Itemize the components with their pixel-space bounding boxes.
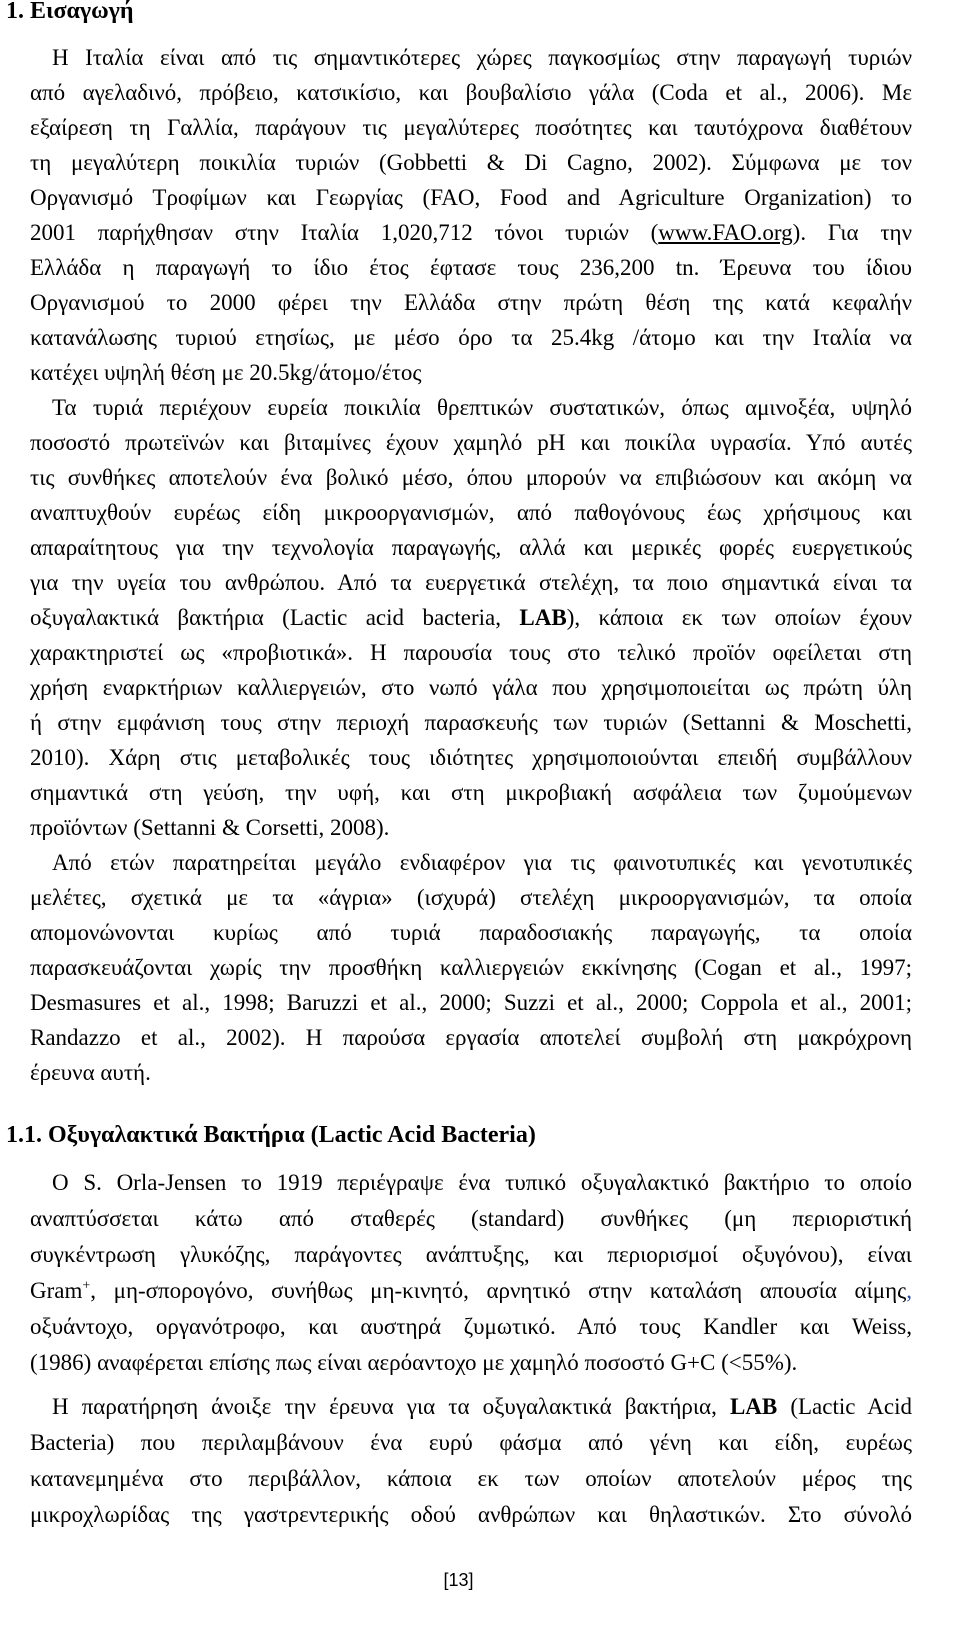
text-line <box>30 1273 912 1309</box>
text-segment: οξυγαλακτικά βακτήρια (Lactic acid bacteria, <box>30 605 520 630</box>
superscript-plus: + <box>82 1278 91 1294</box>
fao-link[interactable]: www.FAO.org <box>658 220 793 245</box>
text-line: κατανεμημένα στο περιβάλλον, κάποια εκ των οποίων αποτελούν μέρος της <box>30 1466 912 1491</box>
text-segment: , <box>906 1278 912 1303</box>
bold-term: LAB <box>519 605 567 630</box>
text-segment: ), κάποια εκ των οποίων έχουν <box>566 605 912 630</box>
text-line: κατανάλωσης τυριού ετησίως, με μέσο όρο τα 25.4kg /άτομο και την Ιταλία να <box>30 325 912 350</box>
text-line: οξυάντοχο, οργανότροφο, και αυστηρά ζυμωτικό. Από τους Kandler και Weiss, <box>30 1314 912 1339</box>
text-segment: ). Για την <box>792 220 912 245</box>
paragraph-italy-production <box>30 40 912 390</box>
text-line: έρευνα αυτή. <box>30 1060 151 1085</box>
text-line: κατέχει υψηλή θέση με 20.5kg/άτομο/έτος <box>30 360 422 385</box>
text-line: αναπτυχθούν ευρέως είδη μικροοργανισμών, από παθογόνους έως χρήσιμους και <box>30 500 912 525</box>
text-line: Ελλάδα η παραγωγή το ίδιο έτος έφτασε τους 236,200 tn. Έρευνα του ίδιου <box>30 255 912 280</box>
text-line: μικροχλωρίδας της γαστρεντερικής οδού ανθρώπων και θηλαστικών. Στο σύνολό <box>30 1502 912 1527</box>
text-line: Από ετών παρατηρείται μεγάλο ενδιαφέρον για τις φαινοτυπικές και γενοτυπικές <box>52 850 912 875</box>
text-line: από αγελαδινό, πρόβειο, κατσικίσιο, και βουβαλίσιο γάλα (Coda et al., 2006). Με <box>30 80 912 105</box>
text-line: ποσοστό πρωτεϊνών και βιταμίνες έχουν χαμηλό pH και ποικίλα υγρασία. Υπό αυτές <box>30 430 912 455</box>
text-line: 2010). Χάρη στις μεταβολικές τους ιδιότητες χρησιμοποιούνται επειδή συμβάλλουν <box>30 745 912 770</box>
text-line: Ο S. Orla-Jensen το 1919 περιέγραψε ένα τυπικό οξυγαλακτικό βακτήριο το οποίο <box>52 1170 912 1195</box>
text-line: Οργανισμού το 2000 φέρει την Ελλάδα στην πρώτη θέση της κατά κεφαλήν <box>30 290 912 315</box>
text-line: ή στην εμφάνιση τους στην περιοχή παρασκευής των τυριών (Settanni & Moschetti, <box>30 710 912 735</box>
text-line: χρήση εναρκτήριων καλλιεργειών, στο νωπό γάλα που χρησιμοποιείται ως πρώτη ύλη <box>30 675 912 700</box>
text-line: αναπτύσσεται κάτω από σταθερές (standard) συνθήκες (μη περιοριστική <box>30 1206 912 1231</box>
bold-term: LAB <box>729 1394 778 1419</box>
text-line: Bacteria) που περιλαμβάνουν ένα ευρύ φάσμα από γένη και είδη, ευρέως <box>30 1430 912 1455</box>
paragraph-cheese-nutrients <box>30 390 912 845</box>
text-segment: , μη-σπορογόνο, συνήθως μη-κινητό, αρνητικό στην καταλάση απουσία αίμης <box>90 1278 907 1303</box>
text-line: μελέτες, σχετικά με τα «άγρια» (ισχυρά) στελέχη μικροοργανισμών, τα οποία <box>30 885 912 910</box>
paragraph-lab-research <box>30 1389 912 1533</box>
text-line: Οργανισμό Τροφίμων και Γεωργίας (FAO, Food and Agriculture Organization) το <box>30 185 912 210</box>
text-line: σημαντικά στη γεύση, την υφή, και στη μικροβιακή ασφάλεια των ζυμούμενων <box>30 780 912 805</box>
text-line: συγκέντρωση γλυκόζης, παράγοντες ανάπτυξης, και περιορισμοί οξυγόνου), είναι <box>30 1242 912 1267</box>
text-line: Η Ιταλία είναι από τις σημαντικότερες χώρες παγκοσμίως στην παραγωγή τυριών <box>52 45 912 70</box>
text-line: τη μεγαλύτερη ποικιλία τυριών (Gobbetti & Di Cagno, 2002). Σύμφωνα με τον <box>30 150 912 175</box>
text-line: τις συνθήκες αποτελούν ένα βολικό μέσο, όπου μπορούν να επιβιώσουν και ακόμη να <box>30 465 912 490</box>
text-segment: (Lactic Acid <box>777 1394 912 1419</box>
text-line: Desmasures et al., 1998; Baruzzi et al., 2000; Suzzi et al., 2000; Coppola et al., 2001; <box>30 990 912 1015</box>
paragraph-wild-strains <box>30 845 912 1090</box>
text-line: παρασκευάζονται χωρίς την προσθήκη καλλιεργειών εκκίνησης (Cogan et al., 1997; <box>30 955 912 980</box>
text-line <box>30 215 912 250</box>
text-line: Randazzo et al., 2002). Η παρούσα εργασία αποτελεί συμβολή στη μακρόχρονη <box>30 1025 912 1050</box>
text-line <box>30 1389 912 1425</box>
text-line: (1986) αναφέρεται επίσης πως είναι αερόαντοχο με χαμηλό ποσοστό G+C (<55%). <box>30 1350 798 1375</box>
text-line: για την υγεία του ανθρώπου. Από τα ευεργετικά στελέχη, τα ποιο σημαντικά είναι τα <box>30 570 912 595</box>
text-line: απαραίτητους για την τεχνολογία παραγωγής, αλλά και μερικές φορές ευεργετικούς <box>30 535 912 560</box>
section-heading: 1. Εισαγωγή <box>6 0 134 24</box>
text-line <box>30 600 912 635</box>
text-segment: Η παρατήρηση άνοιξε την έρευνα για τα οξυγαλακτικά βακτήρια, <box>52 1394 730 1419</box>
text-segment: 2001 παρήχθησαν στην Ιταλία 1,020,712 τόνοι τυριών ( <box>30 220 659 245</box>
subsection-heading: 1.1. Οξυγαλακτικά Βακτήρια (Lactic Acid Bacteria) <box>6 1122 536 1148</box>
text-line: χαρακτηριστεί ως «προβιοτικά». Η παρουσία τους στο τελικό προϊόν οφείλεται στη <box>30 640 912 665</box>
page-number: [13] <box>443 1570 474 1590</box>
text-line: Τα τυριά περιέχουν ευρεία ποικιλία θρεπτικών συστατικών, όπως αμινοξέα, υψηλό <box>52 395 912 420</box>
text-line: εξαίρεση τη Γαλλία, παράγουν τις μεγαλύτερες ποσότητες και ταυτόχρονα διαθέτουν <box>30 115 912 140</box>
paragraph-orla-jensen <box>30 1165 912 1381</box>
text-segment: Gram <box>30 1278 83 1303</box>
text-line: προϊόντων (Settanni & Corsetti, 2008). <box>30 815 390 840</box>
text-line: απομονώνονται κυρίως από τυριά παραδοσιακής παραγωγής, τα οποία <box>30 920 912 945</box>
